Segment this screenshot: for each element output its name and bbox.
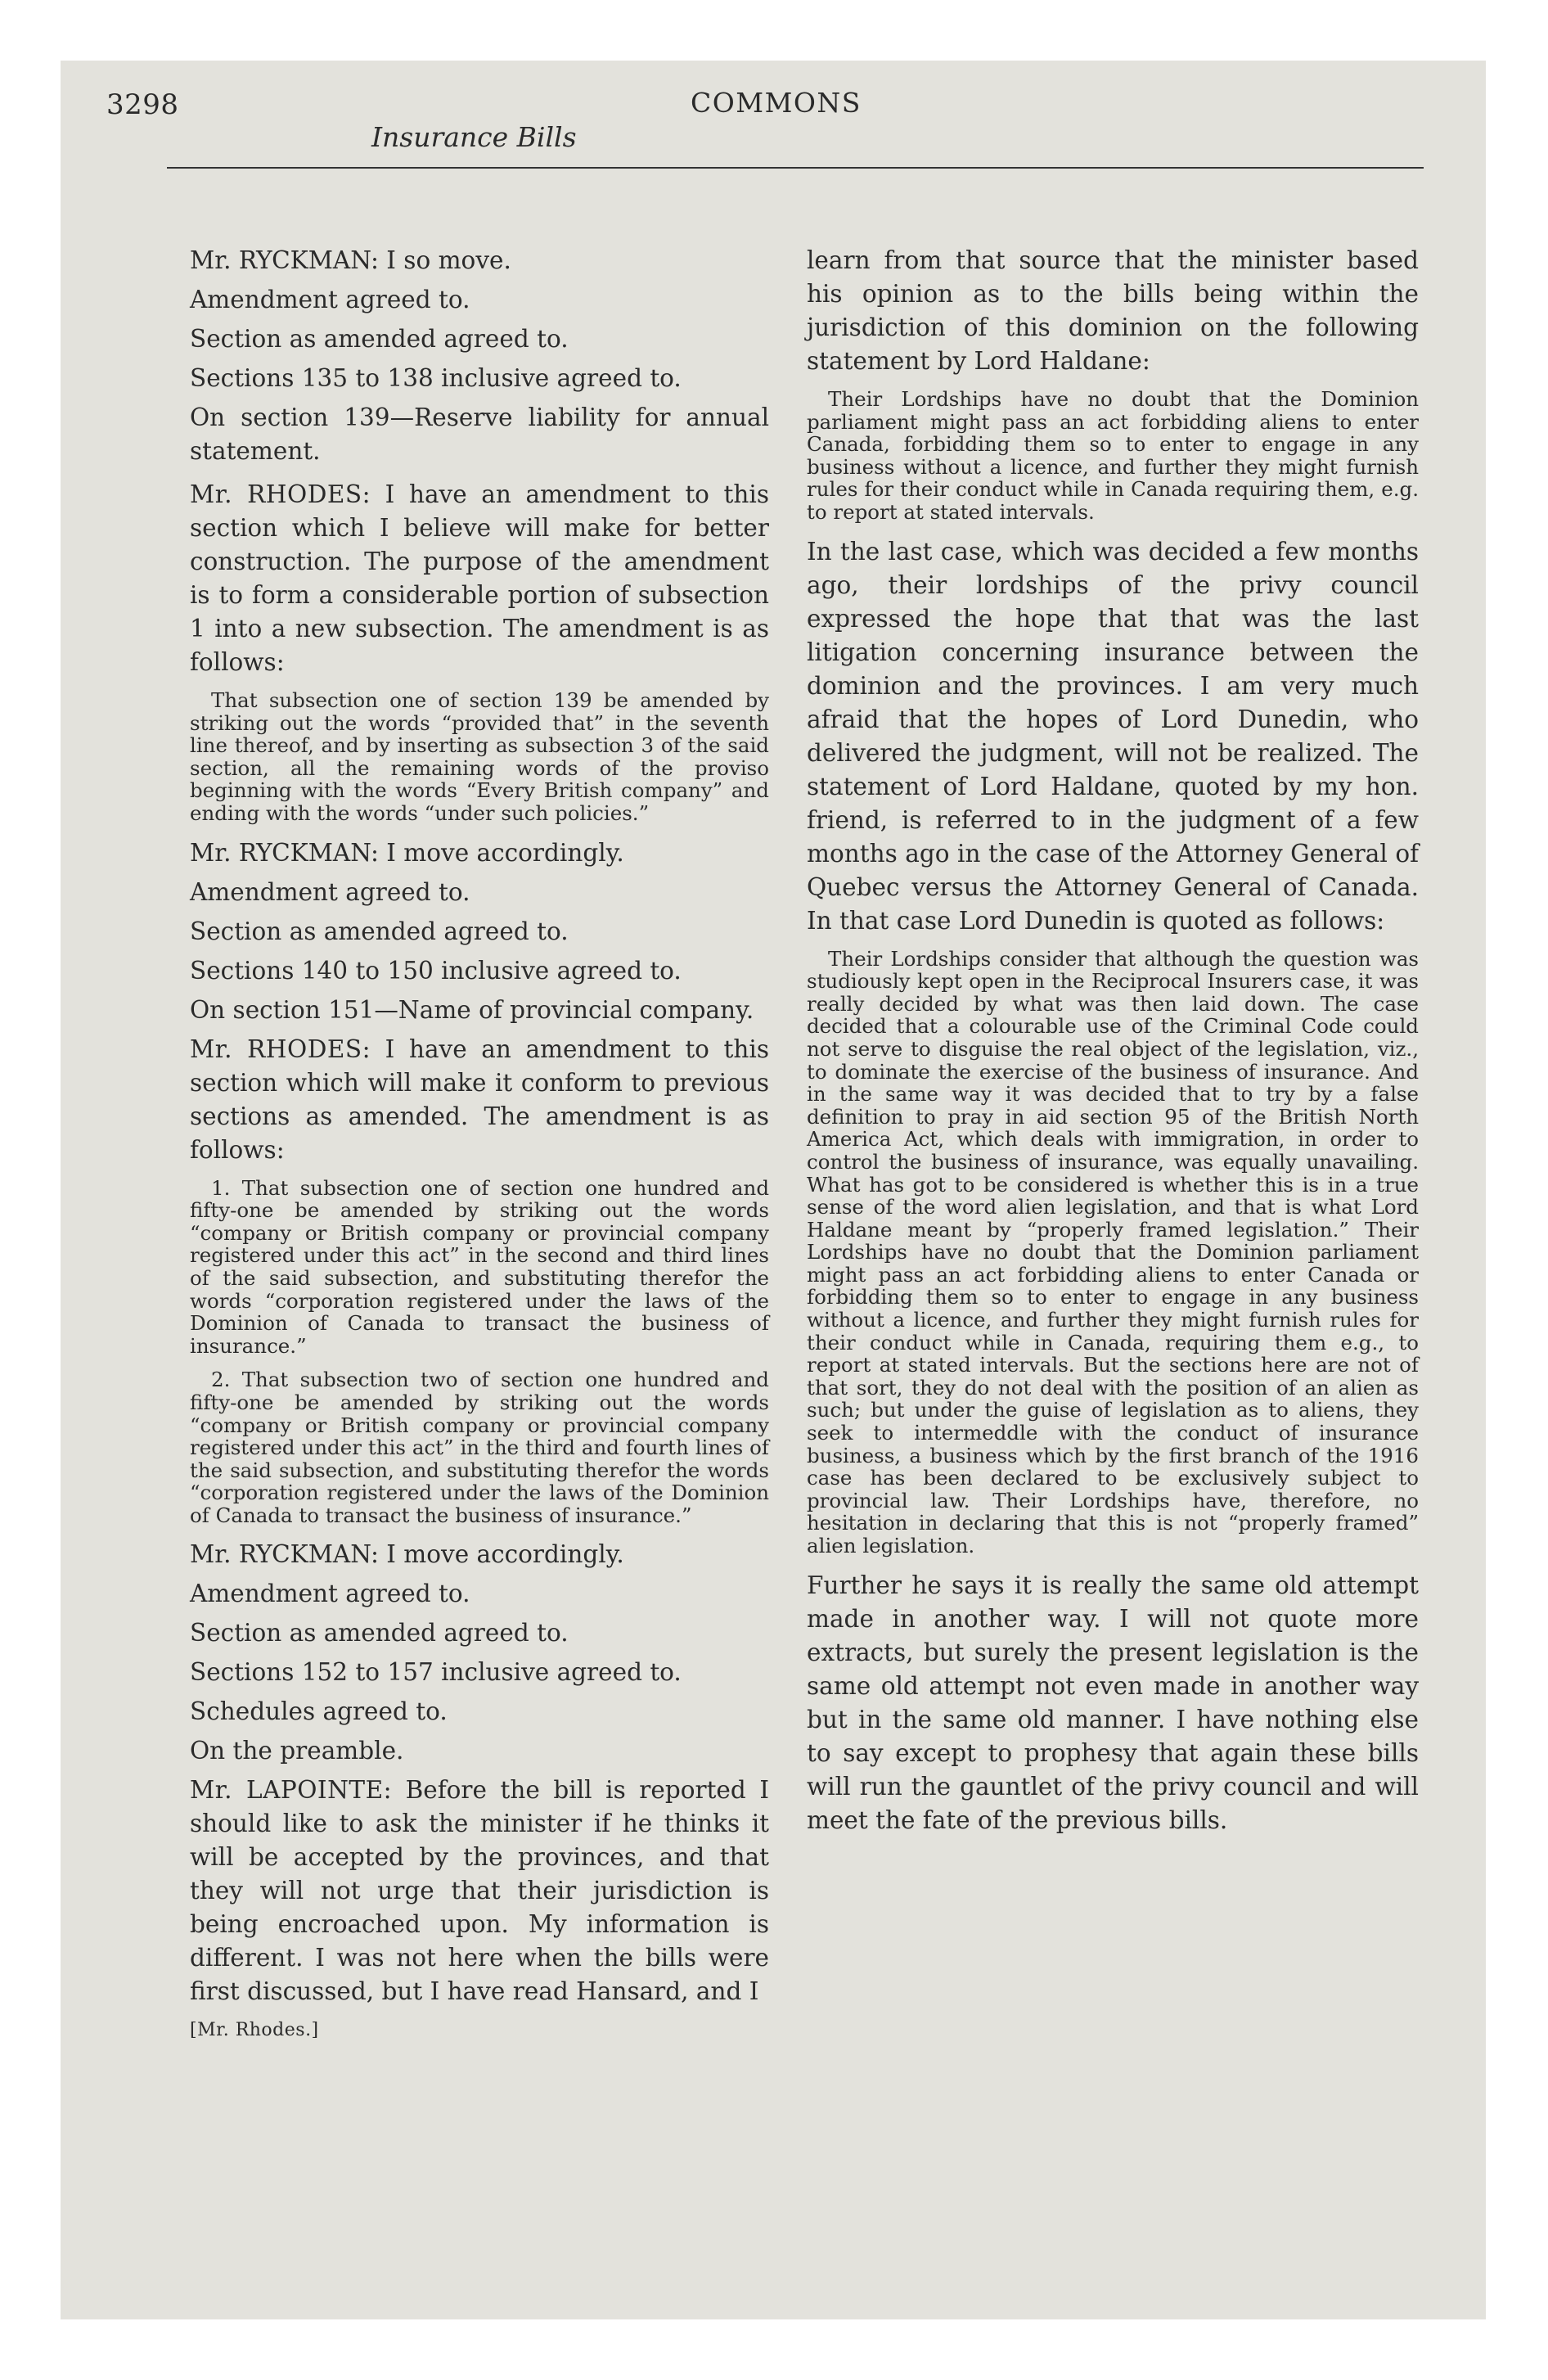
header-rule <box>167 167 1424 169</box>
section-heading: On section 151—Name of provincial company. <box>190 995 754 1024</box>
right-column <box>807 244 1419 1847</box>
speech-text: I have an amendment to this section which I believe will make for better construction. The purpose of the amendment is to form a considerable portion of subsection 1 into a new subsection. The amendment is as follows: <box>190 480 769 676</box>
left-column <box>190 244 769 2043</box>
block-quote: Their Lordships have no doubt that the Dominion parliament might pass an act forbidding aliens to enter Canada, forbidding them so to enter to engage in any business without a licence, and further they might furnish rules for their conduct while in Canada requiring them, e.g. to report at stated intervals. <box>807 387 1419 524</box>
speech-paragraph <box>190 1033 769 1167</box>
running-title: COMMONS <box>691 87 862 119</box>
speech-paragraph <box>190 478 769 679</box>
block-quote: That subsection one of section 139 be amended by striking out the words “provided that” in the seventh line thereof, and by inserting as subsection 3 of the said section, all the remaining words of the proviso beginning with the words “Every British company” and ending with the words “under such policies.” <box>190 688 769 825</box>
paragraph: Section as amended agreed to. <box>190 325 569 353</box>
paragraph: Section as amended agreed to. <box>190 1619 569 1648</box>
paragraph: Schedules agreed to. <box>190 1697 448 1726</box>
section-heading: On section 139—Reserve liability for annual statement. <box>190 403 769 465</box>
speaker-name: Mr. RHODES: <box>190 480 371 508</box>
paragraph: In the last case, which was decided a few months ago, their lordships of the privy council expressed the hope that that was the last litigation concerning insurance between the dominion and the provinces. I am very much afraid that the hopes of Lord Dunedin, who delivered the judgment, will not be realized. The statement of Lord Haldane, quoted by my hon. friend, is referred to in the judgment of a few months ago in the case of the Attorney General of Quebec versus the Attorney General of Canada. In that case Lord Dunedin is quoted as follows: <box>807 537 1419 935</box>
paragraph: Mr. RYCKMAN: I move accordingly. <box>190 838 624 867</box>
paragraph: Amendment agreed to. <box>190 1580 470 1608</box>
paragraph: Amendment agreed to. <box>190 286 470 313</box>
paragraph: On the preamble. <box>190 1737 404 1765</box>
paragraph: Mr. RYCKMAN: I move accordingly. <box>190 1540 624 1569</box>
paragraph: Mr. RYCKMAN: I so move. <box>190 246 511 274</box>
paragraph: Sections 135 to 138 inclusive agreed to. <box>190 364 682 392</box>
paragraph: learn from that source that the minister based his opinion as to the bills being within the jurisdiction of this dominion on the following statement by Lord Haldane: <box>807 246 1419 375</box>
paragraph: Sections 140 to 150 inclusive agreed to. <box>190 956 682 985</box>
block-quote: Their Lordships consider that although the question was studiously kept open in the Reciprocal Insurers case, it was really decided by what was then laid down. The case decided that a colourable use of the Criminal Code could not serve to disguise the real object of the legislation, viz., to dominate the exercise of the business of insurance. And in the same way it was decided that to try by a false definition to pray in aid section 95 of the British North America Act, which deals with immigration, in order to control the business of insurance, was equally unavailing. What has got to be considered is whether this is in a true sense of the word alien legislation, and that is what Lord Haldane meant by “properly framed legislation.” Their Lordships have no doubt that the Dominion parliament might pass an act forbidding aliens to enter Canada or forbidding them so to enter to engage in any business without a licence, and further they might furnish rules for their conduct while in Canada, requiring them e.g., to report at stated intervals. But the sections here are not of that sort, they do not deal with the position of an alien as such; but under the guise of legislation as to aliens, they seek to intermeddle with the conduct of insurance business, a business which by the first branch of the 1916 case has been declared to be exclusively subject to provincial law. Their Lordships have, therefore, no hesitation in declaring that this is not “properly framed” alien legislation. <box>807 946 1419 1557</box>
speech-text: I have an amendment to this section which will make it conform to previous sections as amended. The amendment is as follows: <box>190 1034 769 1164</box>
speaker-marker: [Mr. Rhodes.] <box>190 2020 319 2041</box>
running-subtitle: Insurance Bills <box>371 121 577 153</box>
speech-paragraph <box>190 1774 769 2008</box>
page-number: 3298 <box>106 88 179 121</box>
block-quote: 2. That subsection two of section one hundred and fifty-one be amended by striking out the words “company or British company or provincial company registered under this act” in the third and fourth lines of the said subsection, and substituting therefor the words “corporation registered under the laws of the Dominion of Canada to transact the business of insurance.” <box>190 1368 769 1527</box>
paragraph: Section as amended agreed to. <box>190 917 569 945</box>
speech-text: Before the bill is reported I should like to ask the minister if he thinks it will be accepted by the provinces, and that they will not urge that their jurisdiction is being encroached upon. My information is different. I was not here when the bills were first discussed, but I have read Hansard, and I <box>190 1776 769 2006</box>
paragraph: Further he says it is really the same old attempt made in another way. I will not quote more extracts, but surely the present legislation is the same old attempt not even made in another way but in the same old manner. I have nothing else to say except to prophesy that again these bills will run the gauntlet of the privy council and will meet the fate of the previous bills. <box>807 1571 1419 1834</box>
paragraph: Sections 152 to 157 inclusive agreed to. <box>190 1658 682 1687</box>
speaker-name: Mr. LAPOINTE: <box>190 1776 393 1805</box>
speaker-name: Mr. RHODES: <box>190 1034 371 1063</box>
paragraph: Amendment agreed to. <box>190 877 470 906</box>
block-quote: 1. That subsection one of section one hundred and fifty-one be amended by striking out the words “company or British company or provincial company registered under this act” in the second and third lines of the said subsection, and substituting therefor the words “corporation registered under the laws of the Dominion of Canada to transact the business of insurance.” <box>190 1175 769 1358</box>
